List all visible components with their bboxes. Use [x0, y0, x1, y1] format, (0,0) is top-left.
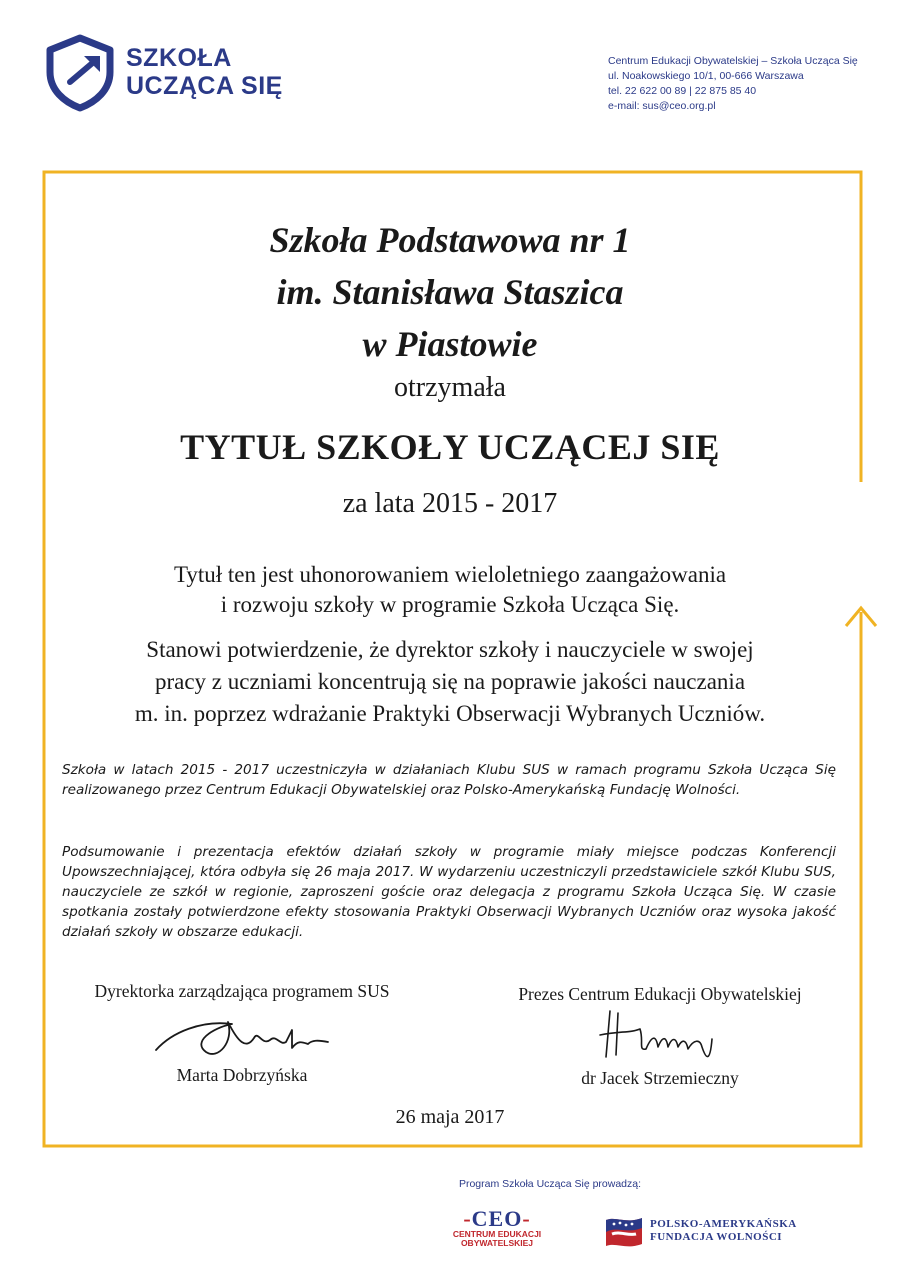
school-line: w Piastowie	[362, 324, 538, 364]
paragraph-line: pracy z uczniami koncentrują się na poprawie jakości nauczania	[154, 669, 746, 694]
handwritten-signature	[560, 1005, 760, 1067]
paragraph-line: Stanowi potwierdzenie, że dyrektor szkoły i nauczyciele w swojej	[146, 637, 754, 662]
paragraph-confirmation	[60, 634, 840, 730]
issue-date: 26 maja 2017	[395, 1106, 505, 1128]
flag-icon	[604, 1214, 644, 1248]
school-line: Szkoła Podstawowa nr 1	[269, 220, 631, 260]
contact-line: ul. Noakowskiego 10/1, 00-666 Warszawa	[608, 70, 804, 82]
contact-line: Centrum Edukacji Obywatelskiej – Szkoła Ucząca Się	[608, 55, 858, 67]
ceo-logo-wordmark: -CEO-	[463, 1206, 531, 1231]
program-label: Program Szkoła Ucząca Się prowadzą:	[458, 1178, 642, 1190]
ceo-sub-line: OBYWATELSKIEJ	[460, 1238, 534, 1248]
club-participation-text: Szkoła w latach 2015 - 2017 uczestniczyła w działaniach Klubu SUS w ramach programu Szkoła Ucząca Się realizowanego przez Centrum Edukacji Obywatelskiej oraz Polsko-Amerykańską Fundację Wolności.	[62, 762, 836, 798]
ceo-logo	[447, 1208, 547, 1248]
signature-name: dr Jacek Strzemieczny	[581, 1068, 739, 1088]
ceo-sub-line: CENTRUM EDUKACJI	[452, 1229, 542, 1239]
signature-left	[62, 980, 422, 1086]
paragraph-line: Tytuł ten jest uhonorowaniem wieloletniego zaangażowania	[173, 562, 727, 587]
logo-line2: UCZĄCA SIĘ	[126, 72, 283, 100]
conference-summary-text: Podsumowanie i prezentacja efektów działań szkoły w programie miały miejsce podczas Konferencji Upowszechniającej, która odbyła się 26 maja 2017. W wydarzeniu uczestniczyli przedstawiciele szkół Klubu SUS, nauczyciele ze szkół w regionie, zaproszeni goście oraz delegacja z programu Szkoła Ucząca Się. W czasie spotkania zostały potwierdzone efekty stosowania Praktyki Obserwacji Wybranych Uczniów oraz wysoka jakość działań szkoły w obszarze edukacji.	[62, 844, 836, 940]
pafw-wordmark	[650, 1218, 797, 1244]
ceo-name: CEO	[471, 1206, 523, 1231]
paragraph-line: i rozwoju szkoły w programie Szkoła Ucząca Się.	[220, 592, 680, 617]
contact-line: tel. 22 622 00 89 | 22 875 85 40	[608, 85, 757, 97]
pafw-line: POLSKO-AMERYKAŃSKA	[650, 1218, 797, 1230]
received-text: otrzymała	[394, 372, 506, 403]
school-name	[60, 214, 840, 370]
paragraph-honor	[60, 560, 840, 620]
signature-role: Prezes Centrum Edukacji Obywatelskiej	[518, 984, 802, 1004]
years-text: za lata 2015 - 2017	[342, 488, 558, 519]
paragraph-line: m. in. poprzez wdrażanie Praktyki Obserwacji Wybranych Uczniów.	[134, 701, 766, 726]
logo-line1: SZKOŁA	[126, 44, 232, 72]
signature-role: Dyrektorka zarządzająca programem SUS	[94, 981, 390, 1001]
signature-right	[480, 983, 840, 1089]
contact-line: e-mail: sus@ceo.org.pl	[608, 100, 716, 112]
certificate-title: TYTUŁ SZKOŁY UCZĄCEJ SIĘ	[180, 427, 720, 467]
pafw-line: FUNDACJA WOLNOŚCI	[650, 1231, 783, 1243]
school-line: im. Stanisława Staszica	[276, 272, 624, 312]
signature-name: Marta Dobrzyńska	[176, 1065, 308, 1085]
handwritten-signature	[142, 1002, 342, 1064]
